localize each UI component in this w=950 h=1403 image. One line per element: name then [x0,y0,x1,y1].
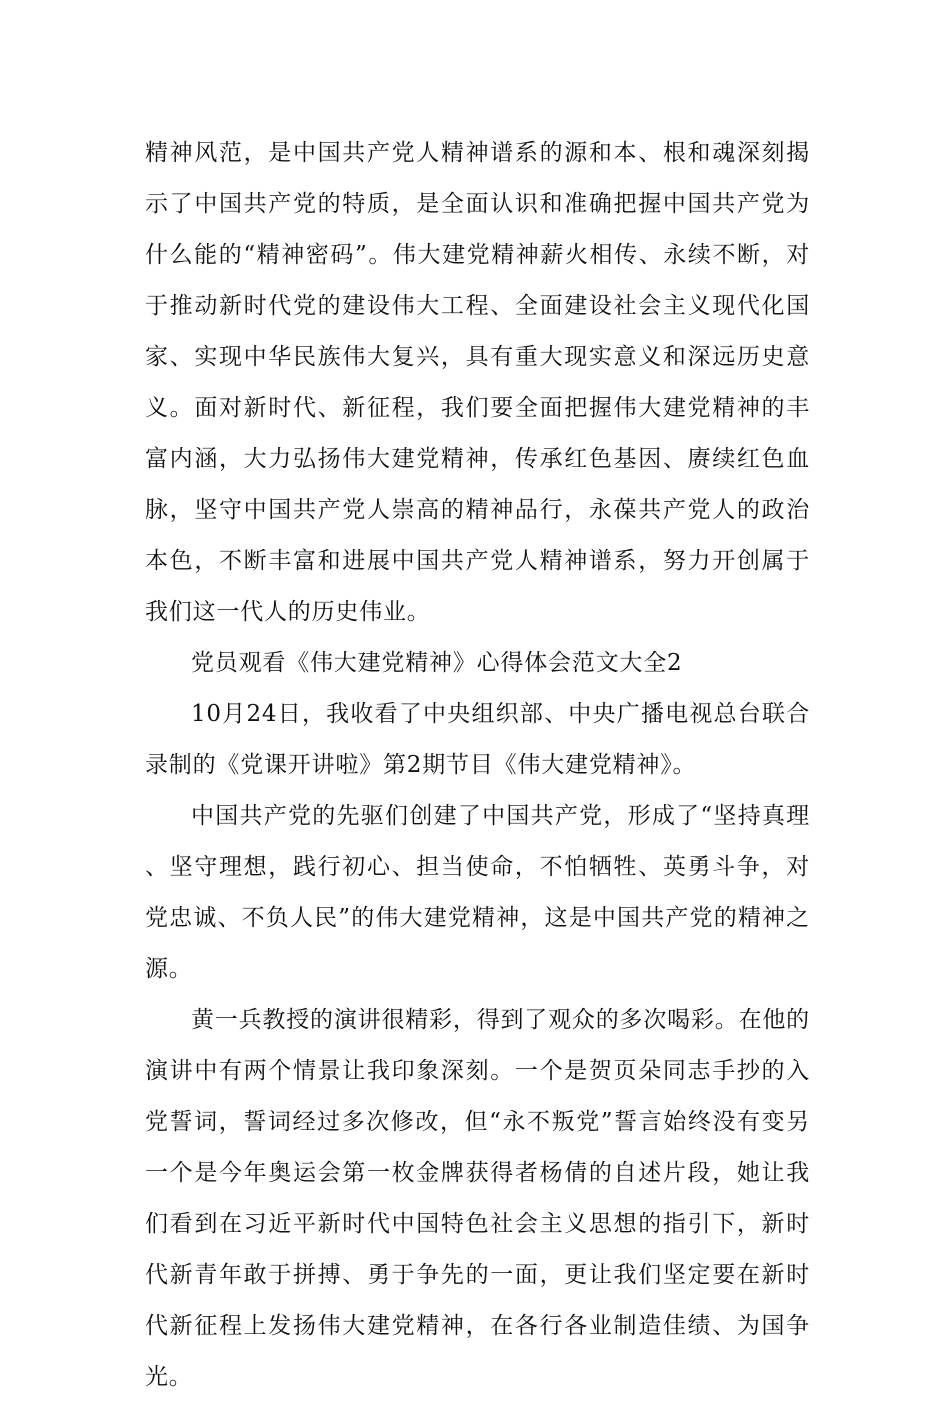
paragraph-lecture-impressions: 黄一兵教授的演讲很精彩，得到了观众的多次喝彩。在他的演讲中有两个情景让我印象深刻。一个是贺页朵同志手抄的入党誓词，誓词经过多次修改，但“永不叛党”誓言始终没有变另一个是今年奥运会第一枚金牌获得者杨倩的自述片段，她让我们看到在习近平新时代中国特色社会主义思想的指引下，新时代新青年敢于拼搏、勇于争先的一面，更让我们坚定要在新时代新征程上发扬伟大建党精神，在各行各业制造佳绩、为国争光。 [145,1007,810,1390]
document-body [145,128,810,1403]
paragraph-party-spirit: 中国共产党的先驱们创建了中国共产党，形成了“坚持真理、坚守理想，践行初心、担当使命，不怕牺牲、英勇斗争，对党忠诚、不负人民”的伟大建党精神，这是中国共产党的精神之源。 [145,803,810,982]
section-heading: 党员观看《伟大建党精神》心得体会范文大全2 [191,650,683,676]
paragraph-program-viewing: 10月24日，我收看了中央组织部、中央广播电视总台联合录制的《党课开讲啦》第2期节目《伟大建党精神》。 [145,701,810,778]
paragraph-continued-intro: 精神风范，是中国共产党人精神谱系的源和本、根和魂深刻揭示了中国共产党的特质，是全面认识和准确把握中国共产党为什么能的“精神密码”。伟大建党精神薪火相传、永续不断，对于推动新时代党的建设伟大工程、全面建设社会主义现代化国家、实现中华民族伟大复兴，具有重大现实意义和深远历史意义。面对新时代、新征程，我们要全面把握伟大建党精神的丰富内涵，大力弘扬伟大建党精神，传承红色基因、赓续红色血脉，坚守中国共产党人崇高的精神品行，永葆共产党人的政治本色，不断丰富和进展中国共产党人精神谱系，努力开创属于我们这一代人的历史伟业。 [145,140,810,625]
